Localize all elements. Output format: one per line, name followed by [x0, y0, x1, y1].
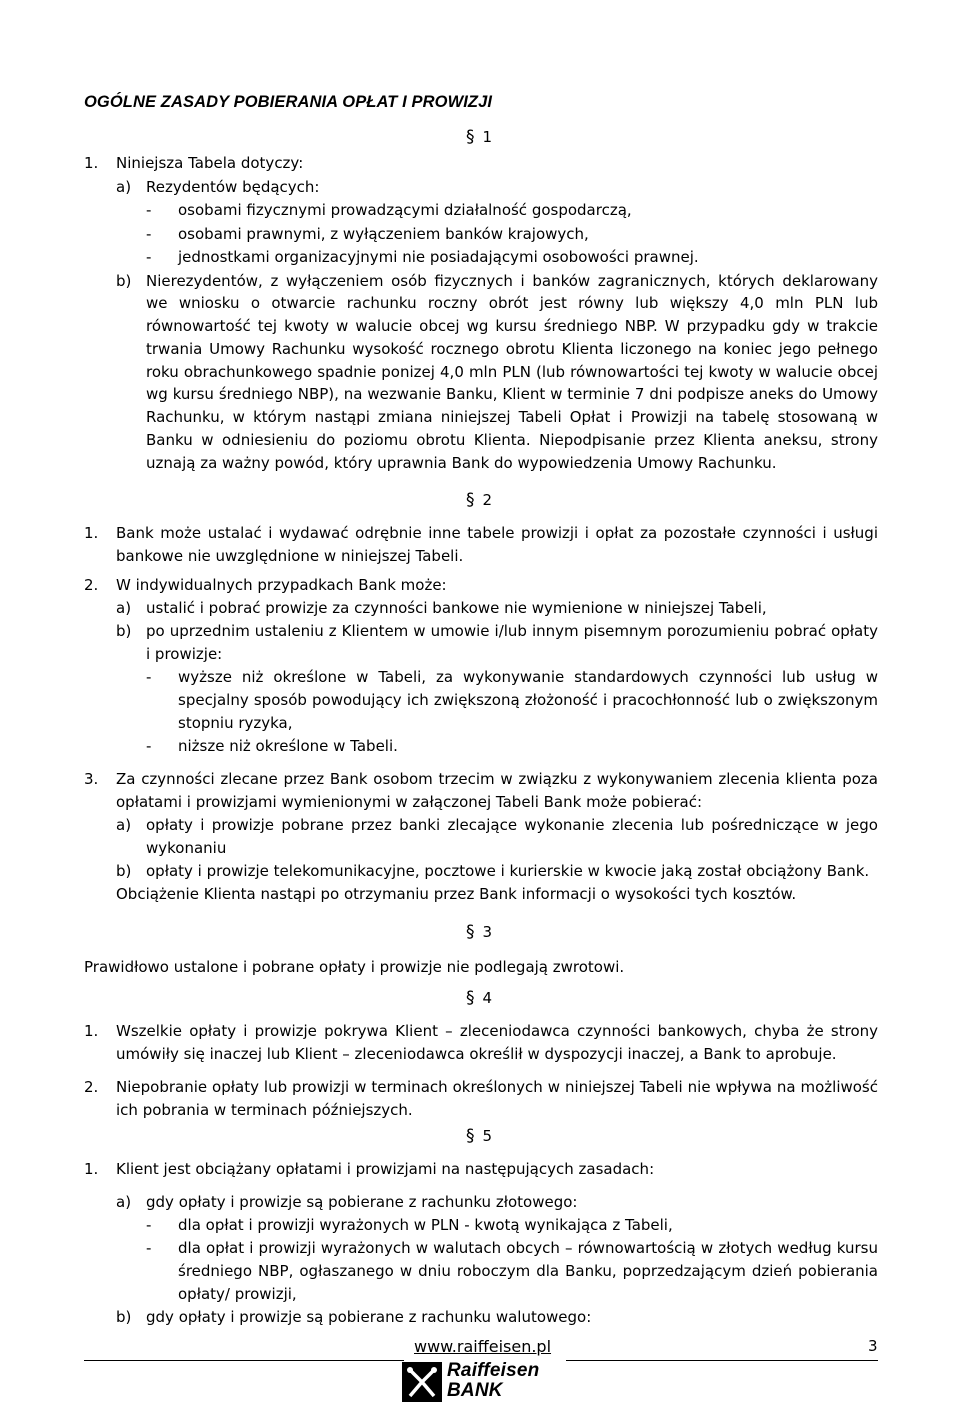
- page-number: 3: [868, 1337, 878, 1355]
- item-label: a): [116, 599, 132, 617]
- section-symbol: §: [466, 127, 475, 147]
- bullet-item: [84, 735, 878, 758]
- item-1a: [84, 176, 878, 200]
- dash-marker: -: [146, 668, 152, 686]
- dash-marker: -: [146, 1239, 152, 1257]
- item-5a: [84, 1191, 878, 1214]
- section-symbol: §: [466, 988, 475, 1008]
- bullet-text: wyższe niż określone w Tabeli, za wykonywanie standardowych czynności lub usług w specjalny sposób powodujący ich zwiększoną złożoność i pracochłonność lub o zwiększonym stopniu ryzyka,: [178, 668, 878, 732]
- paragraph-text: Klient jest obciążany opłatami i prowizjami na następujących zasadach:: [116, 1160, 655, 1178]
- section-number: 5: [482, 1127, 493, 1145]
- paragraph-2-2: [84, 574, 878, 597]
- section-number: 2: [482, 491, 493, 509]
- bullet-text: osobami prawnymi, z wyłączeniem banków krajowych,: [178, 224, 589, 243]
- raiffeisen-logo: [400, 1362, 570, 1402]
- bullet-text: dla opłat i prowizji wyrażonych w PLN - kwotą wynikająca z Tabeli,: [178, 1216, 673, 1234]
- bullet-item: [84, 666, 878, 735]
- item-5b: [84, 1306, 878, 1329]
- section-4-heading: [466, 988, 492, 1008]
- paragraph-text: Prawidłowo ustalone i pobrane opłaty i prowizje nie podlegają zwrotowi.: [84, 958, 625, 976]
- bullet-item: [84, 1237, 878, 1306]
- section-number: 1: [482, 128, 493, 146]
- paragraph-number: 2.: [84, 1078, 99, 1096]
- item-1b: [84, 270, 878, 475]
- dash-marker: -: [146, 248, 152, 266]
- dash-marker: -: [146, 1216, 152, 1234]
- section-4-body: [84, 1020, 878, 1122]
- raiffeisen-gable-icon: [402, 1362, 442, 1402]
- item-2a: [84, 597, 878, 620]
- section-3-heading: [466, 922, 492, 942]
- bullet-text: niższe niż określone w Tabeli.: [178, 737, 398, 755]
- item-text: Nierezydentów, z wyłączeniem osób fizycznych i banków zagranicznych, których deklarowany we wniosku o otwarcie rachunku roczny obrót jest równy lub większy 4,0 mln PLN lub równowartość tej kwoty w walucie obcej wg kursu średniego NBP. W przypadku gdy w trakcie trwania Umowy Rachunku wysokość rocznego obrotu Klienta liczonego na koniec jego pełnego roku obrachunkowego spadnie ponizej 4,0 mln PLN (lub równowartości tej kwoty w walucie obcej wg kursu średniego NBP), na wezwanie Banku, Klient w terminie 7 dni podpisze aneks do Umowy Rachunku, w którym nastąpi zmiana niniejszej Tabeli Opłat i Prowizji na tabelę stosowaną w Banku w odniesieniu do poziomu obrotu Klienta. Niepodpisanie przez Klienta aneksu, strony uznają za ważny powód, który uprawnia Bank do wypowiedzenia Umowy Rachunku.: [146, 271, 878, 472]
- item-label: b): [116, 862, 132, 880]
- paragraph-2-3-after: [84, 883, 878, 906]
- bullet-text: osobami fizycznymi prowadzącymi działalność gospodarczą,: [178, 201, 632, 219]
- section-5-heading: [466, 1126, 492, 1146]
- item-text: gdy opłaty i prowizje są pobierane z rachunku walutowego:: [146, 1308, 592, 1326]
- logo-text-line1: Raiffeisen: [447, 1360, 540, 1381]
- paragraph-number: 1.: [84, 524, 99, 542]
- bullet-item: [84, 199, 878, 223]
- paragraph-text: Niepobranie opłaty lub prowizji w terminach określonych w niniejszej Tabeli nie wpływa na możliwość ich pobrania w terminach późniejszych.: [116, 1078, 878, 1119]
- bullet-item: [84, 223, 878, 247]
- item-label: b): [116, 622, 132, 640]
- paragraph-number: 3.: [84, 770, 99, 788]
- paragraph-text: Niniejsza Tabela dotyczy:: [116, 154, 304, 172]
- section-symbol: §: [466, 490, 475, 510]
- paragraph-5-1: [84, 1158, 878, 1181]
- paragraph-1-1: [84, 152, 878, 176]
- section-3-body: [84, 956, 878, 979]
- item-label: a): [116, 177, 132, 196]
- paragraph-number: 2.: [84, 576, 99, 594]
- paragraph-text: W indywidualnych przypadkach Bank może:: [116, 576, 447, 594]
- bullet-item: [84, 1214, 878, 1237]
- paragraph-number: 1.: [84, 1160, 99, 1178]
- item-text: ustalić i pobrać prowizje za czynności bankowe nie wymienione w niniejszej Tabeli,: [146, 599, 767, 617]
- item-text: Rezydentów będących:: [146, 177, 320, 196]
- item-label: b): [116, 1308, 132, 1326]
- paragraph-text: Wszelkie opłaty i prowizje pokrywa Klient – zleceniodawca czynności bankowych, chyba że strony umówiły się inaczej lub Klient – zleceniodawca określił w dyspozycji inaczej, a Bank to aprobuje.: [116, 1022, 878, 1063]
- section-number: 3: [482, 923, 493, 941]
- section-1-heading: [466, 127, 492, 147]
- item-label: b): [116, 271, 132, 290]
- paragraph-4-1: [84, 1020, 878, 1066]
- bullet-text: jednostkami organizacyjnymi nie posiadającymi osobowości prawnej.: [178, 248, 699, 266]
- bullet-item: [84, 246, 878, 270]
- logo-text-line2: BANK: [447, 1380, 503, 1401]
- footer-rule-left: [84, 1360, 404, 1361]
- paragraph-text: Bank może ustalać i wydawać odrębnie inne tabele prowizji i opłat za pozostałe czynności i usługi bankowe nie uwzględnione w niniejszej Tabeli.: [116, 524, 878, 565]
- item-text: opłaty i prowizje pobrane przez banki zlecające wykonanie zlecenia lub pośredniczące w jego wykonaniu: [146, 816, 878, 857]
- item-text: po uprzednim ustaleniu z Klientem w umowie i/lub innym pisemnym porozumieniu pobrać opłaty i prowizje:: [146, 622, 878, 663]
- item-text: opłaty i prowizje telekomunikacyjne, pocztowe i kurierskie w kwocie jaką został obciążony Bank.: [146, 862, 870, 880]
- footer-website-link[interactable]: www.raiffeisen.pl: [414, 1337, 552, 1356]
- section-2-body: [84, 522, 878, 906]
- item-3b: [84, 860, 878, 883]
- section-2-heading: [466, 490, 492, 510]
- paragraph-text: Obciążenie Klienta nastąpi po otrzymaniu przez Bank informacji o wysokości tych kosztów.: [116, 885, 797, 903]
- dash-marker: -: [146, 737, 152, 755]
- item-label: a): [116, 816, 132, 834]
- footer-rule-right: [566, 1360, 878, 1361]
- section-symbol: §: [466, 922, 475, 942]
- paragraph-number: 1.: [84, 154, 99, 172]
- paragraph-3: [84, 956, 878, 979]
- section-1-body: [84, 152, 878, 475]
- paragraph-4-2: [84, 1076, 878, 1122]
- item-label: a): [116, 1193, 132, 1211]
- section-5-body: [84, 1158, 878, 1329]
- item-3a: [84, 814, 878, 860]
- bullet-text: dla opłat i prowizji wyrażonych w walutach obcych – równowartością w złotych według kursu średniego NBP, ogłaszanego w dniu roboczym dla Banku, poprzedzającym dzień pobierania opłaty/ prowizji,: [178, 1239, 878, 1303]
- section-number: 4: [482, 989, 493, 1007]
- section-symbol: §: [466, 1126, 475, 1146]
- dash-marker: -: [146, 201, 152, 219]
- paragraph-2-1: [84, 522, 878, 568]
- paragraph-2-3: [84, 768, 878, 814]
- document-title: OGÓLNE ZASADY POBIERANIA OPŁAT I PROWIZJI: [84, 93, 493, 111]
- paragraph-text: Za czynności zlecane przez Bank osobom trzecim w związku z wykonywaniem zlecenia klienta poza opłatami i prowizjami wymienionymi w załączonej Tabeli Bank może pobierać:: [116, 770, 878, 811]
- dash-marker: -: [146, 224, 152, 243]
- item-text: gdy opłaty i prowizje są pobierane z rachunku złotowego:: [146, 1193, 578, 1211]
- paragraph-number: 1.: [84, 1022, 99, 1040]
- item-2b: [84, 620, 878, 666]
